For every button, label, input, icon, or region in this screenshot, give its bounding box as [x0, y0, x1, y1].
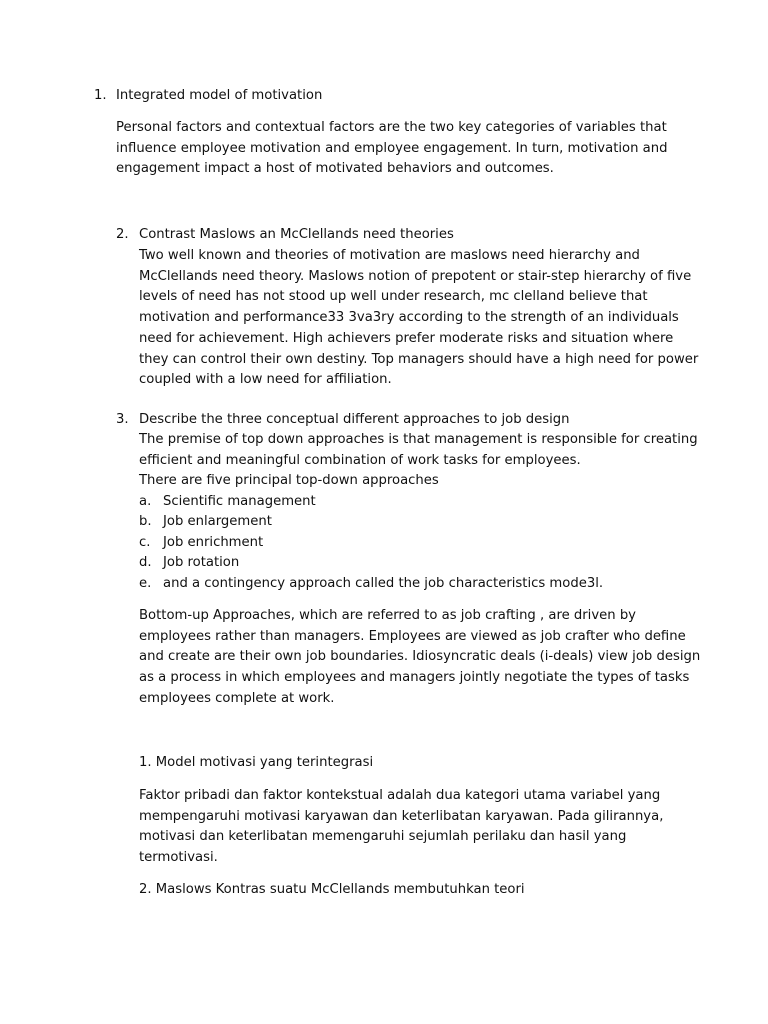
bottom-up-line: employees complete at work.	[139, 690, 335, 706]
translation-body-1	[139, 786, 663, 869]
translation-heading-2: 2. Maslows Kontras suatu McClellands membutuhkan teori	[139, 882, 525, 897]
list-item: Job enrichment	[163, 535, 264, 550]
translation-body-line: termotivasi.	[139, 850, 218, 866]
list-marker: b.	[139, 514, 152, 529]
section3-intro-line: There are five principal top-down approaches	[139, 473, 439, 489]
bottom-up-line: as a process in which employees and managers jointly negotiate the types of tasks	[139, 670, 690, 686]
translation-body-line: Faktor pribadi dan faktor kontekstual adalah dua kategori utama variabel yang	[139, 788, 661, 803]
section3-heading: Describe the three conceptual different approaches to job design	[139, 412, 570, 427]
section1-number: 1.	[94, 88, 107, 103]
section2-body-line: motivation and performance33 3va3ry according to the strength of an individuals	[139, 310, 679, 326]
list-item: and a contingency approach called the job characteristics mode3l.	[163, 576, 604, 591]
section2-body	[139, 246, 698, 391]
translation-body-line: mempengaruhi motivasi karyawan dan keterlibatan karyawan. Pada gilirannya,	[139, 808, 664, 824]
bottom-up-line: and create are their own job boundaries. Idiosyncratic deals (i-deals) view job design	[139, 649, 701, 665]
list-item: Job enlargement	[163, 514, 272, 529]
section2-number: 2.	[116, 227, 129, 242]
section2-body-line: coupled with a low need for affiliation.	[139, 372, 392, 388]
section3-intro	[139, 430, 698, 492]
section3-bottom-up	[139, 606, 700, 710]
section1-body-line: engagement impact a host of motivated behaviors and outcomes.	[116, 161, 554, 177]
list-marker: e.	[139, 576, 152, 591]
bottom-up-line: employees rather than managers. Employees are viewed as job crafter who define	[139, 628, 686, 644]
translation-heading-1: 1. Model motivasi yang terintegrasi	[139, 755, 374, 770]
list-item: Job rotation	[163, 555, 240, 570]
section1-body-line: Personal factors and contextual factors are the two key categories of variables that	[116, 120, 667, 135]
section1-heading: Integrated model of motivation	[116, 88, 323, 103]
section3-intro-line: efficient and meaningful combination of work tasks for employees.	[139, 452, 581, 468]
bottom-up-line: Bottom-up Approaches, which are referred to as job crafting , are driven by	[139, 608, 636, 623]
section2-body-line: need for achievement. High achievers prefer moderate risks and situation where	[139, 330, 674, 346]
section2-heading: Contrast Maslows an McClellands need theories	[139, 227, 454, 242]
section1-body	[116, 118, 667, 180]
section2-body-line: levels of need has not stood up well under research, mc clelland believe that	[139, 289, 648, 305]
section2-body-line: McClellands need theory. Maslows notion of prepotent or stair-step hierarchy of five	[139, 268, 692, 284]
translation-body-line: motivasi dan keterlibatan memengaruhi sejumlah perilaku dan hasil yang	[139, 829, 627, 845]
list-marker: c.	[139, 535, 151, 550]
section3-intro-line: The premise of top down approaches is that management is responsible for creating	[139, 432, 698, 447]
section1-body-line: influence employee motivation and employee engagement. In turn, motivation and	[116, 140, 668, 156]
list-marker: a.	[139, 494, 152, 509]
list-marker: d.	[139, 555, 152, 570]
section3-number: 3.	[116, 412, 129, 427]
section2-body-line: Two well known and theories of motivation are maslows need hierarchy and	[139, 248, 640, 263]
list-item: Scientific management	[163, 494, 316, 509]
section2-body-line: they can control their own destiny. Top managers should have a high need for power	[139, 351, 699, 367]
